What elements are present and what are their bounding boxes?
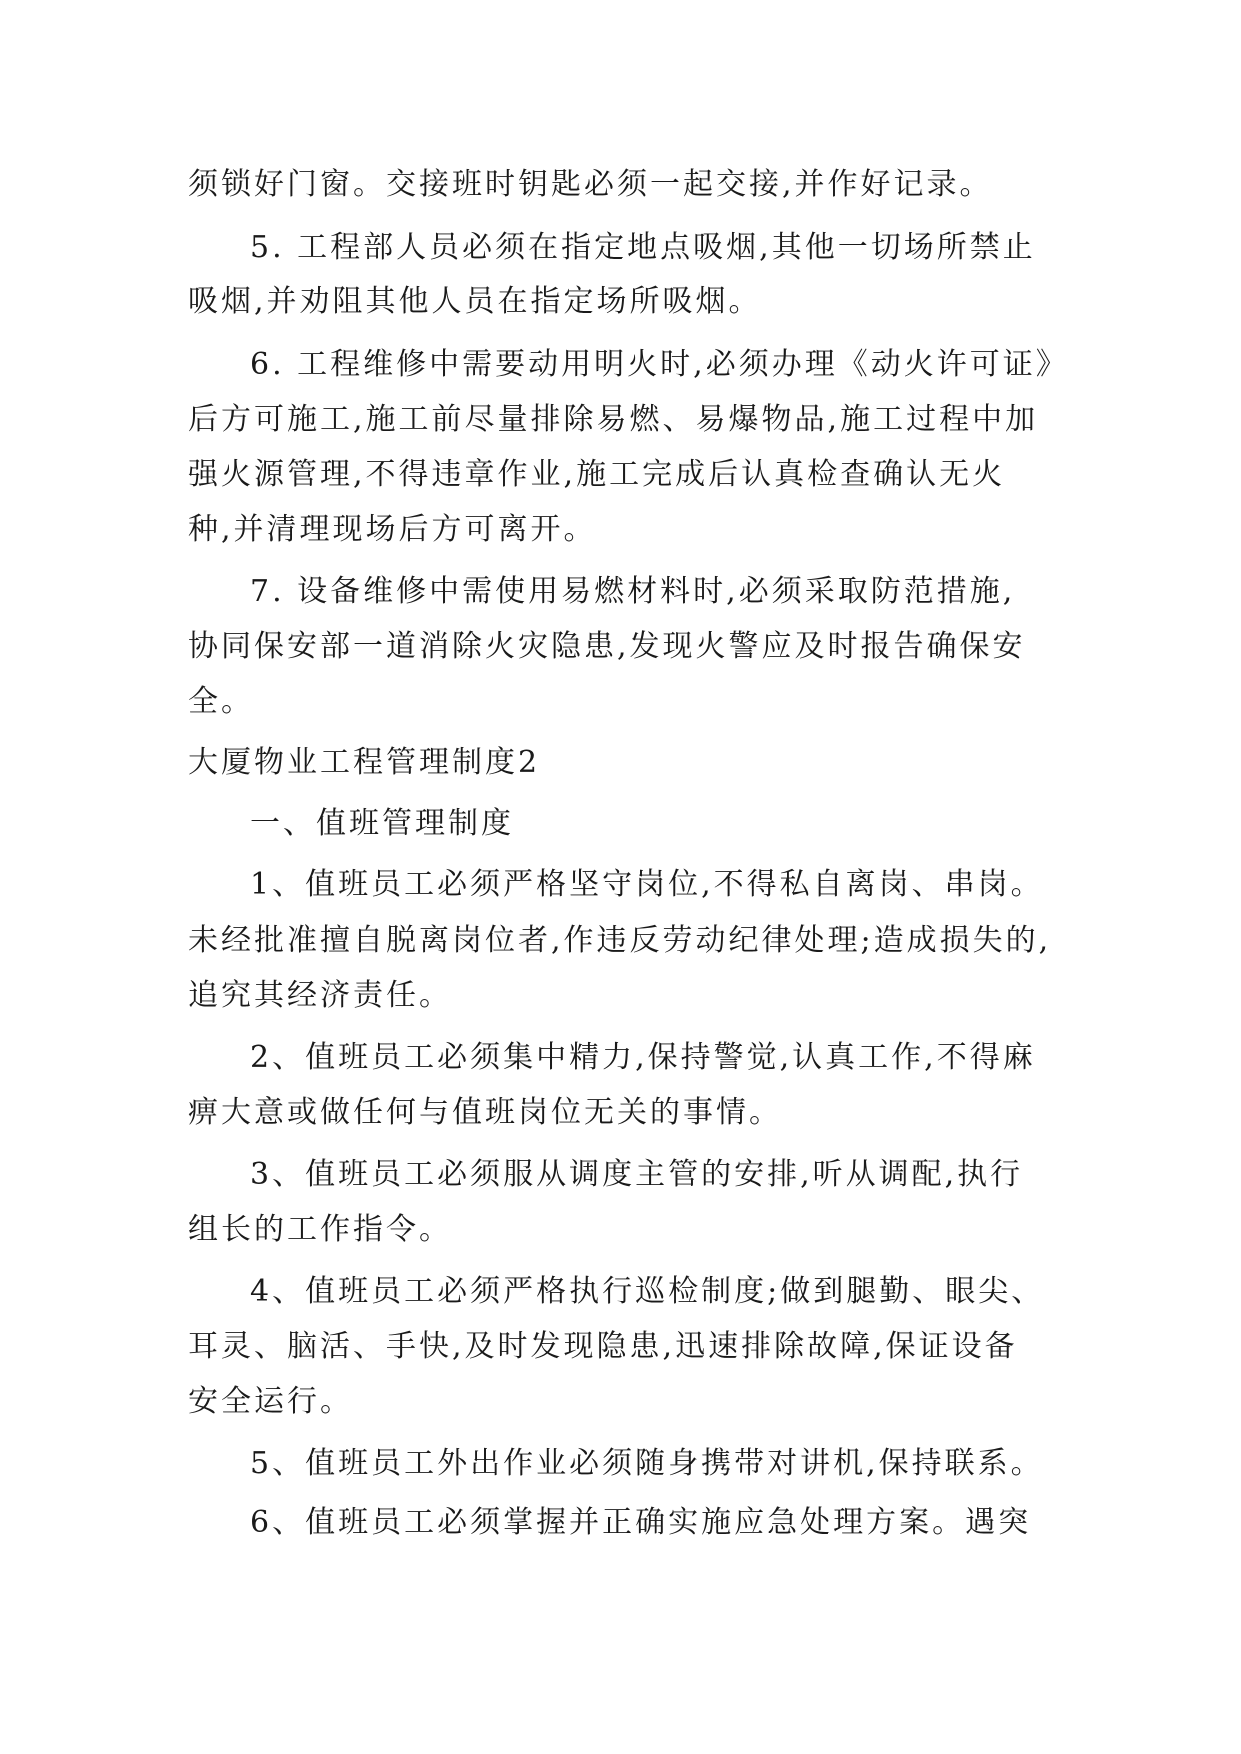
text-line: 种,并清理现场后方可离开。 <box>188 512 597 547</box>
text-line: 痹大意或做任何与值班岗位无关的事情。 <box>188 1095 782 1130</box>
text-line: 追究其经济责任。 <box>188 978 452 1013</box>
text-line: 强火源管理,不得违章作业,施工完成后认真检查确认无火 <box>188 457 1006 492</box>
subsection-heading: 一、值班管理制度 <box>250 806 514 841</box>
text-line: 1、值班员工必须严格坚守岗位,不得私自离岗、串岗。 <box>250 867 1044 902</box>
text-line: 3、值班员工必须服从调度主管的安排,听从调配,执行 <box>250 1157 1024 1192</box>
text-line: 6、值班员工必须掌握并正确实施应急处理方案。遇突 <box>250 1505 1032 1540</box>
text-line: 协同保安部一道消除火灾隐患,发现火警应及时报告确保安 <box>188 629 1026 664</box>
section-heading: 大厦物业工程管理制度2 <box>188 745 541 780</box>
text-line: 6. 工程维修中需要动用明火时,必须办理《动火许可证》 <box>250 347 1069 382</box>
text-line: 2、值班员工必须集中精力,保持警觉,认真工作,不得麻 <box>250 1040 1036 1075</box>
text-line: 4、值班员工必须严格执行巡检制度;做到腿勤、眼尖、 <box>250 1274 1045 1309</box>
text-line: 未经批准擅自脱离岗位者,作违反劳动纪律处理;造成损失的, <box>188 923 1052 958</box>
text-line: 7. 设备维修中需使用易燃材料时,必须采取防范措施, <box>250 574 1016 609</box>
text-line: 吸烟,并劝阻其他人员在指定场所吸烟。 <box>188 284 762 319</box>
text-line: 后方可施工,施工前尽量排除易燃、易爆物品,施工过程中加 <box>188 402 1039 437</box>
text-line: 全。 <box>188 684 254 719</box>
text-line: 耳灵、脑活、手快,及时发现隐患,迅速排除故障,保证设备 <box>188 1329 1018 1364</box>
text-line: 安全运行。 <box>188 1384 353 1419</box>
text-line: 5. 工程部人员必须在指定地点吸烟,其他一切场所禁止 <box>250 230 1036 265</box>
text-line: 组长的工作指令。 <box>188 1212 452 1247</box>
text-line: 5、值班员工外出作业必须随身携带对讲机,保持联系。 <box>250 1446 1044 1481</box>
text-line: 须锁好门窗。交接班时钥匙必须一起交接,并作好记录。 <box>188 167 993 202</box>
